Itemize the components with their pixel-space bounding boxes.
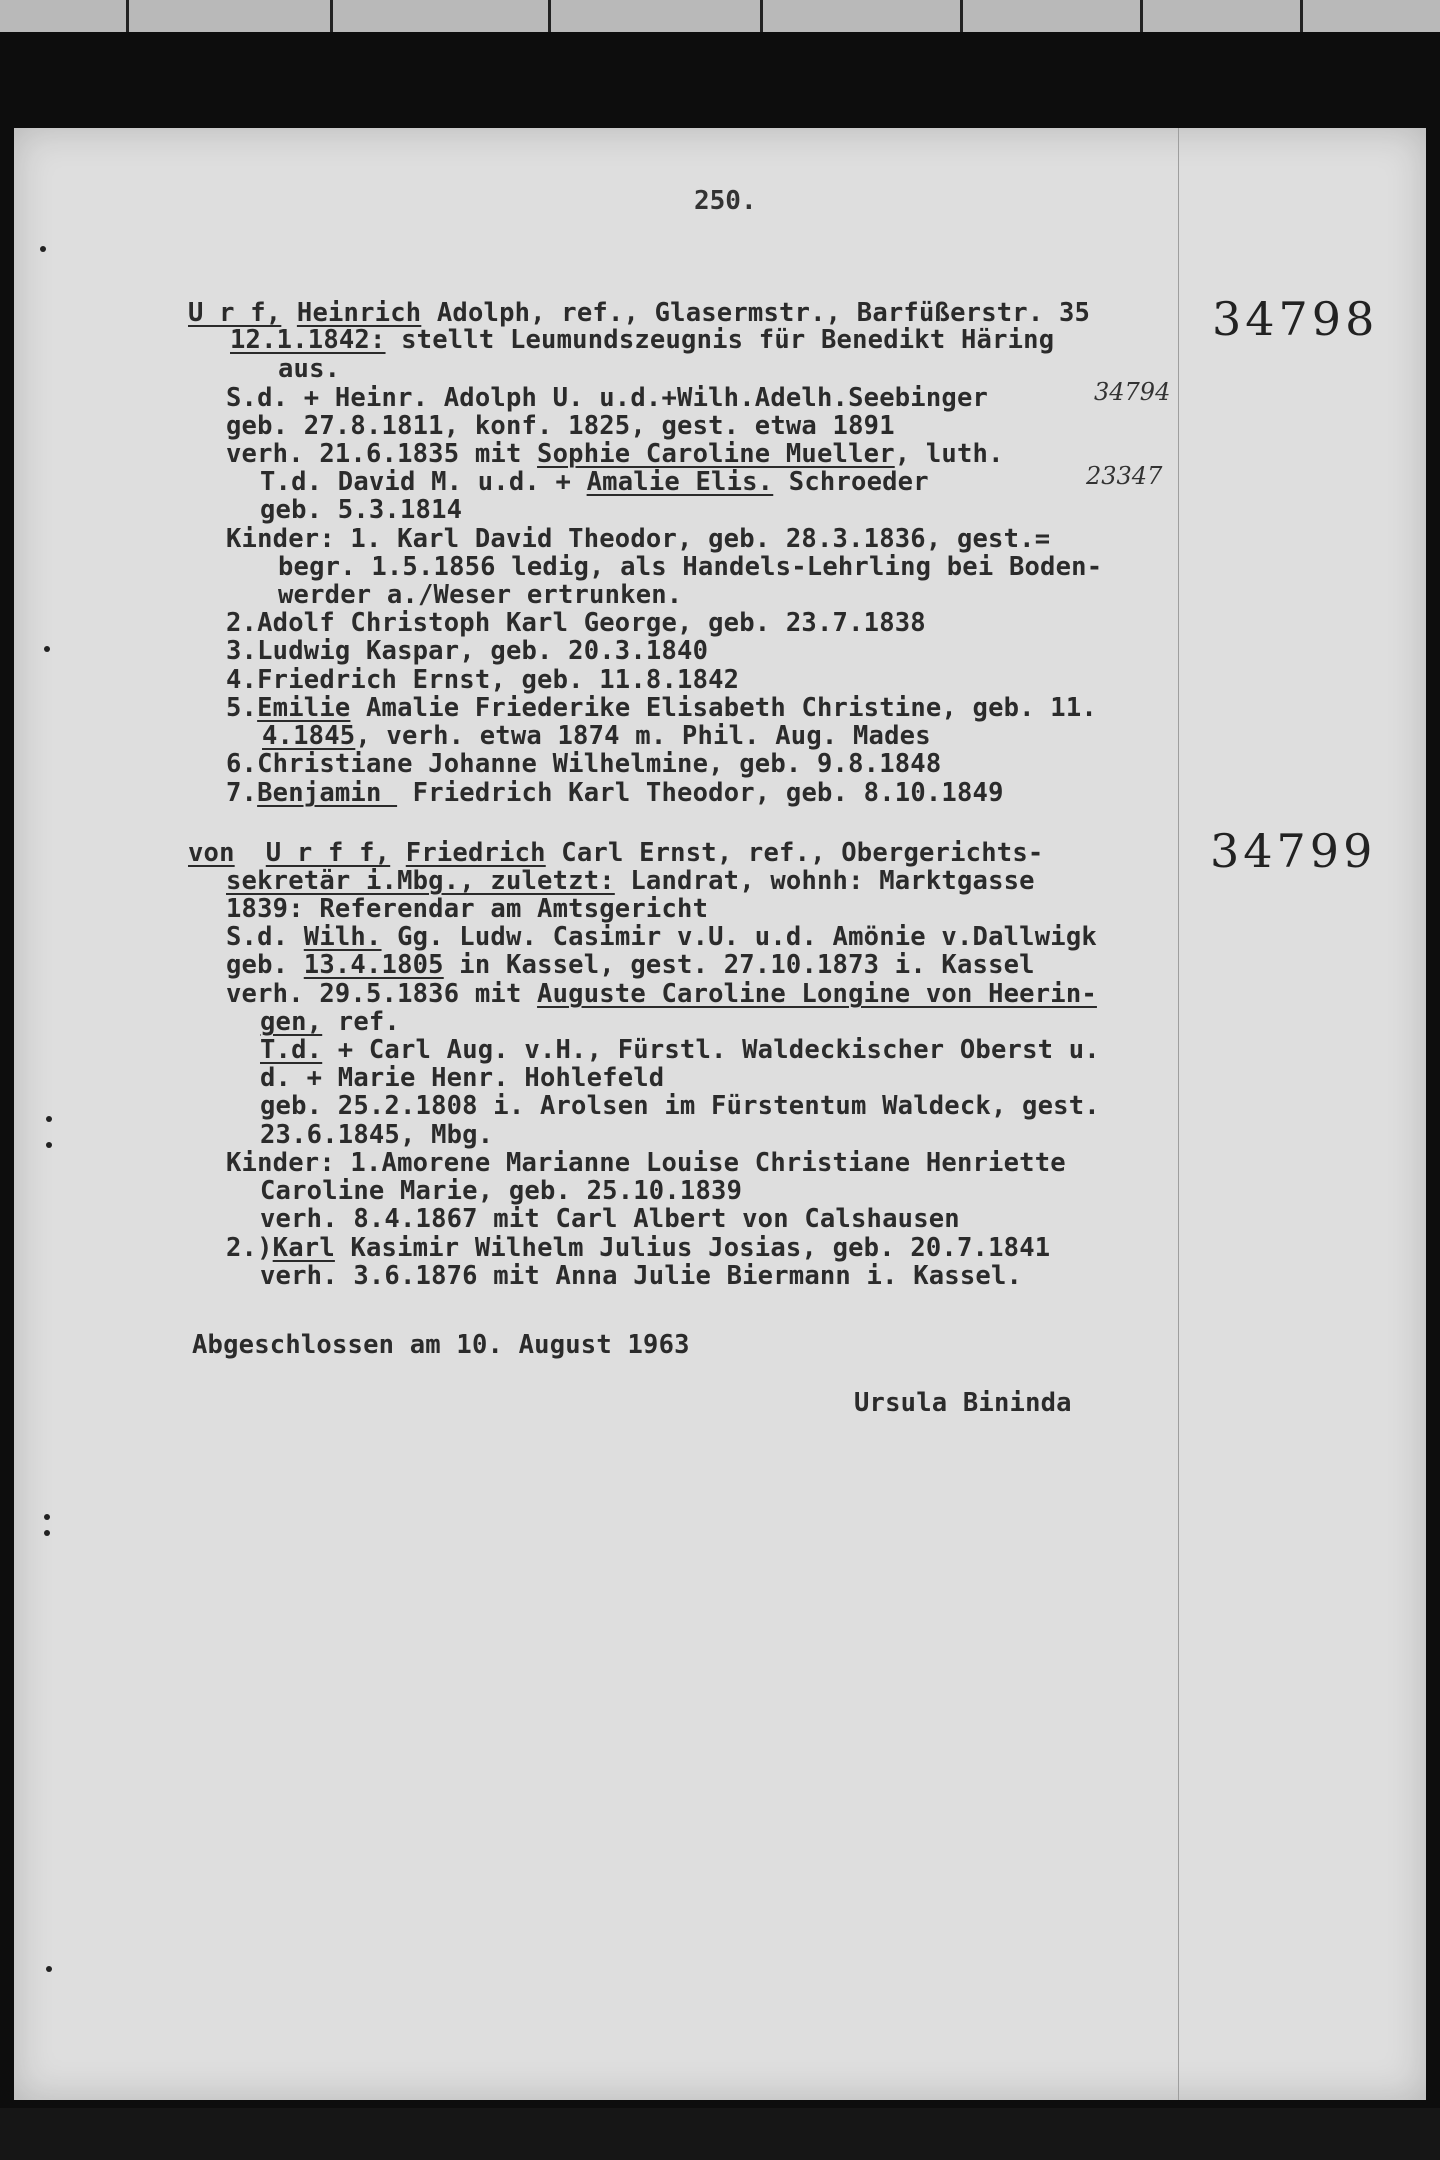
text-run: verh. 29.5.1836 mit xyxy=(226,979,538,1009)
entry1-line xyxy=(226,411,895,441)
entry2-line xyxy=(260,1204,960,1234)
text-run: Landrat, wohnh: Marktgasse xyxy=(614,866,1035,896)
underlined-text: Emilie xyxy=(257,693,351,723)
underlined-text: 13.4.1805 xyxy=(303,950,444,980)
underlined-text: T.d. xyxy=(260,1035,323,1065)
page-number: 250. xyxy=(694,186,757,216)
entry1-line xyxy=(226,749,941,779)
text-run: 2.Adolf Christoph Karl George, geb. 23.7.1838 xyxy=(226,608,926,638)
text-run: , verh. etwa 1874 m. Phil. Aug. Mades xyxy=(355,721,931,751)
text-run: 1839: Referendar am Amtsgericht xyxy=(226,894,709,924)
text-run: + Carl Aug. v.H., Fürstl. Waldeckischer Oberst u. xyxy=(322,1035,1100,1065)
punch-mark xyxy=(46,1142,52,1148)
underlined-text: von xyxy=(188,838,235,868)
text-run xyxy=(281,298,297,328)
text-run: in Kassel, gest. 27.10.1873 i. Kassel xyxy=(443,950,1035,980)
entry2-line xyxy=(226,950,1035,980)
entry1-line xyxy=(260,495,462,525)
text-run: 6.Christiane Johanne Wilhelmine, geb. 9.8.1848 xyxy=(226,749,942,779)
entry2-line xyxy=(260,1063,664,1093)
text-run: 2.) xyxy=(226,1233,273,1263)
text-run: Schroeder xyxy=(773,467,929,497)
entry1-line xyxy=(230,325,1054,355)
archive-number-1: 34798 xyxy=(1212,292,1379,346)
entry1-line xyxy=(260,467,929,497)
text-run: geb. 25.2.1808 i. Arolsen im Fürstentum Waldeck, gest. xyxy=(260,1091,1100,1121)
underlined-text: 12.1.1842: xyxy=(230,325,386,355)
underlined-text: Benjamin xyxy=(257,778,398,808)
text-run: geb. 27.8.1811, konf. 1825, gest. etwa 1891 xyxy=(226,411,895,441)
text-run: begr. 1.5.1856 ledig, als Handels-Lehrling bei Boden- xyxy=(278,552,1103,582)
punch-mark xyxy=(46,1116,52,1122)
text-run: T.d. David M. u.d. + xyxy=(260,467,587,497)
text-run: d. + Marie Henr. Hohlefeld xyxy=(260,1063,665,1093)
entry2-line xyxy=(260,1261,1022,1291)
entry1-line xyxy=(226,665,739,695)
entry1-line xyxy=(226,439,1004,469)
entry1-line xyxy=(226,524,1050,554)
entry1-line xyxy=(226,693,1097,723)
entry1-line xyxy=(226,636,708,666)
text-run: Carl Ernst, ref., Obergerichts- xyxy=(545,838,1044,868)
punch-mark xyxy=(44,1514,50,1520)
text-run xyxy=(390,838,406,868)
text-run: Amalie Friederike Elisabeth Christine, geb. 11. xyxy=(350,693,1097,723)
text-run: Kasimir Wilhelm Julius Josias, geb. 20.7.1841 xyxy=(334,1233,1051,1263)
text-run: ref. xyxy=(322,1007,400,1037)
underlined-text: Wilh. xyxy=(303,922,382,952)
text-run: Kinder: 1.Amorene Marianne Louise Christiane Henriette xyxy=(226,1148,1066,1178)
underlined-text: Amalie Elis. xyxy=(586,467,774,497)
text-run: , luth. xyxy=(894,439,1004,469)
text-run: S.d. + Heinr. Adolph U. u.d.+Wilh.Adelh.Seebinger xyxy=(226,383,989,413)
text-run: Adolph, ref., Glasermstr., Barfüßerstr. 35 xyxy=(421,298,1091,328)
text-run: stellt Leumundszeugnis für Benedikt Häring xyxy=(385,325,1055,355)
scan-bottom-strip xyxy=(0,2108,1440,2160)
entry1-line xyxy=(262,721,931,751)
entry1-line xyxy=(188,298,1090,328)
text-run: 3.Ludwig Kaspar, geb. 20.3.1840 xyxy=(226,636,709,666)
underlined-text: Friedrich xyxy=(405,838,546,868)
text-run: 7. xyxy=(226,778,258,808)
handwritten-reference-1: 34794 xyxy=(1094,378,1171,406)
entry2-line xyxy=(226,894,708,924)
underlined-text: sekretär i.Mbg., zuletzt: xyxy=(226,866,615,896)
underlined-text: U r f, xyxy=(188,298,282,328)
entry1-line xyxy=(278,552,1102,582)
scan-top-strip xyxy=(0,0,1440,32)
underlined-text: gen, xyxy=(260,1007,323,1037)
text-run: Friedrich Karl Theodor, geb. 8.10.1849 xyxy=(397,778,1004,808)
handwritten-reference-2: 23347 xyxy=(1086,462,1163,490)
punch-mark xyxy=(46,1966,52,1972)
text-run: Kinder: 1. Karl David Theodor, geb. 28.3.1836, gest.= xyxy=(226,524,1051,554)
text-run: werder a./Weser ertrunken. xyxy=(278,580,683,610)
text-run: 23.6.1845, Mbg. xyxy=(260,1120,494,1150)
entry2-line xyxy=(260,1120,493,1150)
entry2-line xyxy=(188,838,1043,868)
text-run: Gg. Ludw. Casimir v.U. u.d. Amönie v.Dallwigk xyxy=(381,922,1097,952)
entry1-line xyxy=(226,608,926,638)
text-run: geb. 5.3.1814 xyxy=(260,495,463,525)
text-run: verh. 3.6.1876 mit Anna Julie Biermann i. Kassel. xyxy=(260,1261,1023,1291)
text-run: 5. xyxy=(226,693,258,723)
underlined-text: U r f f, xyxy=(265,838,391,868)
archive-number-2: 34799 xyxy=(1210,824,1377,878)
punch-mark xyxy=(40,246,46,252)
entry1-line xyxy=(226,778,1004,808)
punch-mark xyxy=(44,646,50,652)
entry1-line xyxy=(278,354,340,384)
entry1-line xyxy=(278,580,682,610)
signature: Ursula Bininda xyxy=(854,1388,1072,1418)
entry2-line xyxy=(260,1091,1100,1121)
text-run: S.d. xyxy=(226,922,304,952)
underlined-text: Sophie Caroline Mueller xyxy=(537,439,895,469)
text-run xyxy=(235,838,266,868)
underlined-text: 4.1845 xyxy=(262,721,356,751)
completion-note: Abgeschlossen am 10. August 1963 xyxy=(192,1330,690,1360)
underlined-text: Heinrich xyxy=(296,298,422,328)
entry2-line xyxy=(260,1007,400,1037)
entry2-line xyxy=(226,1233,1050,1263)
entry2-line xyxy=(260,1176,742,1206)
text-run: aus. xyxy=(278,354,341,384)
text-run: verh. 21.6.1835 mit xyxy=(226,439,538,469)
entry1-line xyxy=(226,383,988,413)
entry2-line xyxy=(226,979,1097,1009)
entry2-line xyxy=(226,922,1097,952)
punch-mark xyxy=(44,1530,50,1536)
document-sheet xyxy=(14,128,1426,2100)
underlined-text: Karl xyxy=(272,1233,335,1263)
text-run: 4.Friedrich Ernst, geb. 11.8.1842 xyxy=(226,665,740,695)
text-run: Caroline Marie, geb. 25.10.1839 xyxy=(260,1176,743,1206)
entry2-line xyxy=(260,1035,1100,1065)
entry2-line xyxy=(226,866,1035,896)
text-run: geb. xyxy=(226,950,304,980)
fold-line xyxy=(1178,128,1179,2100)
entry2-line xyxy=(226,1148,1066,1178)
text-run: verh. 8.4.1867 mit Carl Albert von Calshausen xyxy=(260,1204,960,1234)
underlined-text: Auguste Caroline Longine von Heerin- xyxy=(537,979,1097,1009)
